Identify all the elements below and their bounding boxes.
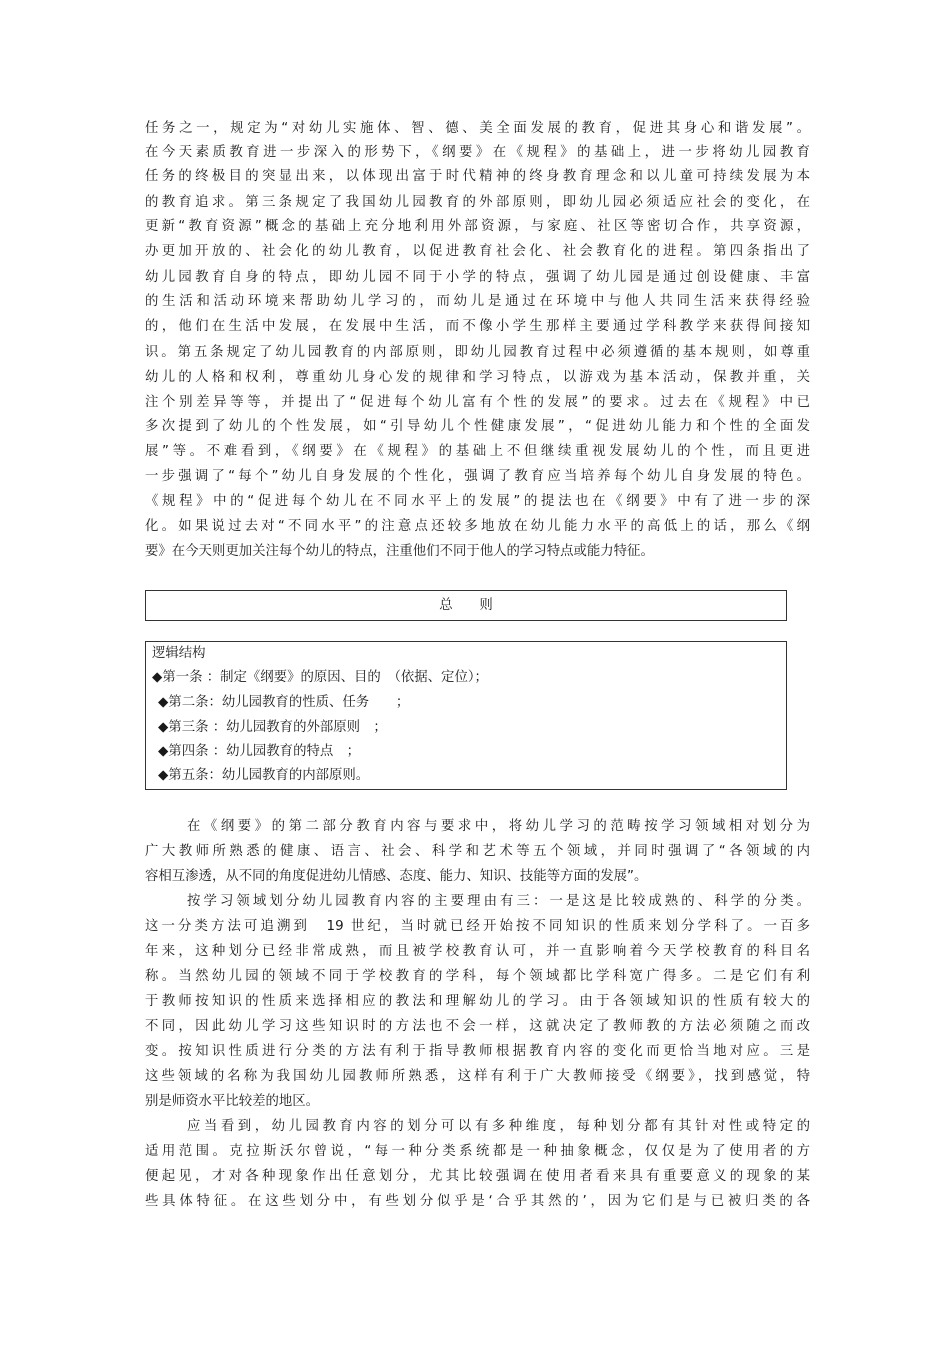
- text-line: 便起见，才对各种现象作出任意划分，尤其比较强调在使用者看来具有重要意义的现象的某: [145, 1169, 810, 1184]
- logic-item: ◆第一条 ：制定《纲要》的原因、目的 （依据、定位）；: [152, 670, 488, 685]
- text-line: 更新“教育资源”概念的基础上充分地利用外部资源，与家庭、社区等密切合作，共享资源，: [145, 219, 810, 234]
- text-line: 不同，因此幼儿学习这些知识时的方法也不会一样，这就决定了教师教的方法必须随之而改: [145, 1019, 810, 1034]
- logic-heading: 逻辑结构: [152, 646, 206, 661]
- text-line: 识。第五条规定了幼儿园教育的内部原则，即幼儿园教育过程中必须遵循的基本规则，如尊重: [145, 345, 810, 360]
- text-line: 应当看到，幼儿园教育内容的划分可以有多种维度，每种划分都有其针对性或特定的: [187, 1119, 810, 1134]
- text-line: 幼儿园教育自身的特点，即幼儿园不同于小学的特点，强调了幼儿园是通过创设健康、丰富: [145, 270, 810, 285]
- text-line: 广大教师所熟悉的健康、语言、社会、科学和艺术等五个领域，并同时强调了“各领域的内: [145, 844, 810, 859]
- logic-item: ◆第四条 ：幼儿园教育的特点 ；: [158, 744, 361, 759]
- section-title: 总 则: [439, 598, 493, 613]
- text-line: 注个别差异等等，并提出了“促进每个幼儿富有个性的发展”的要求。过去在《规程》中已: [145, 395, 810, 410]
- text-line: 幼儿的人格和权利，尊重幼儿身心发的规律和学习特点，以游戏为基本活动，保教并重，关: [145, 370, 810, 385]
- text-line: 多次提到了幼儿的个性发展，如“引导幼儿个性健康发展”，“促进幼儿能力和个性的全面发: [145, 419, 810, 434]
- text-line: 的生活和活动环境来帮助幼儿学习的，而幼儿是通过在环境中与他人共同生活来获得经验: [145, 294, 810, 309]
- text-line: 于教师按知识的性质来选择相应的教法和理解幼儿的学习。由于各领域知识的性质有较大的: [145, 994, 810, 1009]
- logic-item: ◆第三条 ：幼儿园教育的外部原则 ；: [158, 720, 387, 735]
- text-line: 要》在今天则更加关注每个幼儿的特点，注重他们不同于他人的学习特点或能力特征。: [145, 544, 654, 559]
- text-line: 称。当然幼儿园的领域不同于学校教育的学科，每个领域都比学科宽广得多。二是它们有利: [145, 969, 810, 984]
- text-line: 一步强调了“每个”幼儿自身发展的个性化，强调了教育应当培养每个幼儿自身发展的特色。: [145, 469, 810, 484]
- text-line: 变。按知识性质进行分类的方法有利于指导教师根据教育内容的变化而更恰当地对应。三是: [145, 1044, 810, 1059]
- text-line: 的，他们在生活中发展，在发展中生活，而不像小学生那样主要通过学科教学来获得间接知: [145, 319, 810, 334]
- text-line: 的教育追求。第三条规定了我国幼儿园教育的外部原则，即幼儿园必须适应社会的变化，在: [145, 195, 810, 210]
- text-line: 任务的终极目的突显出来，以体现出富于时代精神的终身教育理念和以儿童可持续发展为本: [145, 169, 810, 184]
- logic-structure-box: [145, 641, 787, 790]
- logic-item: ◆第二条：幼儿园教育的性质、任务 ；: [158, 695, 410, 710]
- text-line: 任务之一，规定为“对幼儿实施体、智、德、美全面发展的教育，促进其身心和谐发展”。: [145, 121, 810, 136]
- text-line: 这些领域的名称为我国幼儿园教师所熟悉，这样有利于广大教师接受《纲要》，找到感觉，特: [145, 1069, 810, 1084]
- text-line: 展”等。不难看到，《纲要》在《规程》的基础上不但继续重视发展幼儿的个性，而且更进: [145, 444, 810, 459]
- text-line: 按学习领域划分幼儿园教育内容的主要理由有三：一是这是比较成熟的、科学的分类。: [187, 894, 810, 909]
- text-line: 年来，这种划分已经非常成熟，而且被学校教育认可，并一直影响着今天学校教育的科目名: [145, 944, 810, 959]
- section-title-box: [145, 590, 787, 621]
- text-line: 适用范围。克拉斯沃尔曾说，“每一种分类系统都是一种抽象概念，仅仅是为了使用者的方: [145, 1144, 810, 1159]
- text-line: 些具体特征。在这些划分中，有些划分似乎是‘合乎其然的’，因为它们是与已被归类的各: [145, 1194, 810, 1209]
- text-line: 在《纲要》的第二部分教育内容与要求中，将幼儿学习的范畴按学习领域相对划分为: [187, 819, 810, 834]
- text-line: 这一分类方法可追溯到 19 世纪，当时就已经开始按不同知识的性质来划分学科了。一百多: [145, 919, 810, 934]
- text-line: 办更加开放的、社会化的幼儿教育，以促进教育社会化、社会教育化的进程。第四条指出了: [145, 244, 810, 259]
- text-line: 别是师资水平比较差的地区。: [145, 1094, 320, 1109]
- text-line: 在今天素质教育进一步深入的形势下，《纲要》在《规程》的基础上，进一步将幼儿园教育: [145, 145, 810, 160]
- logic-item: ◆第五条：幼儿园教育的内部原则。: [158, 768, 370, 783]
- text-line: 化。如果说过去对“不同水平”的注意点还较多地放在幼儿能力水平的高低上的话，那么《纲: [145, 519, 810, 534]
- text-line: 《规程》中的“促进每个幼儿在不同水平上的发展”的提法也在《纲要》中有了进一步的深: [145, 494, 810, 509]
- text-line: 容相互渗透，从不同的角度促进幼儿情感、态度、能力、知识、技能等方面的发展”。: [145, 869, 648, 884]
